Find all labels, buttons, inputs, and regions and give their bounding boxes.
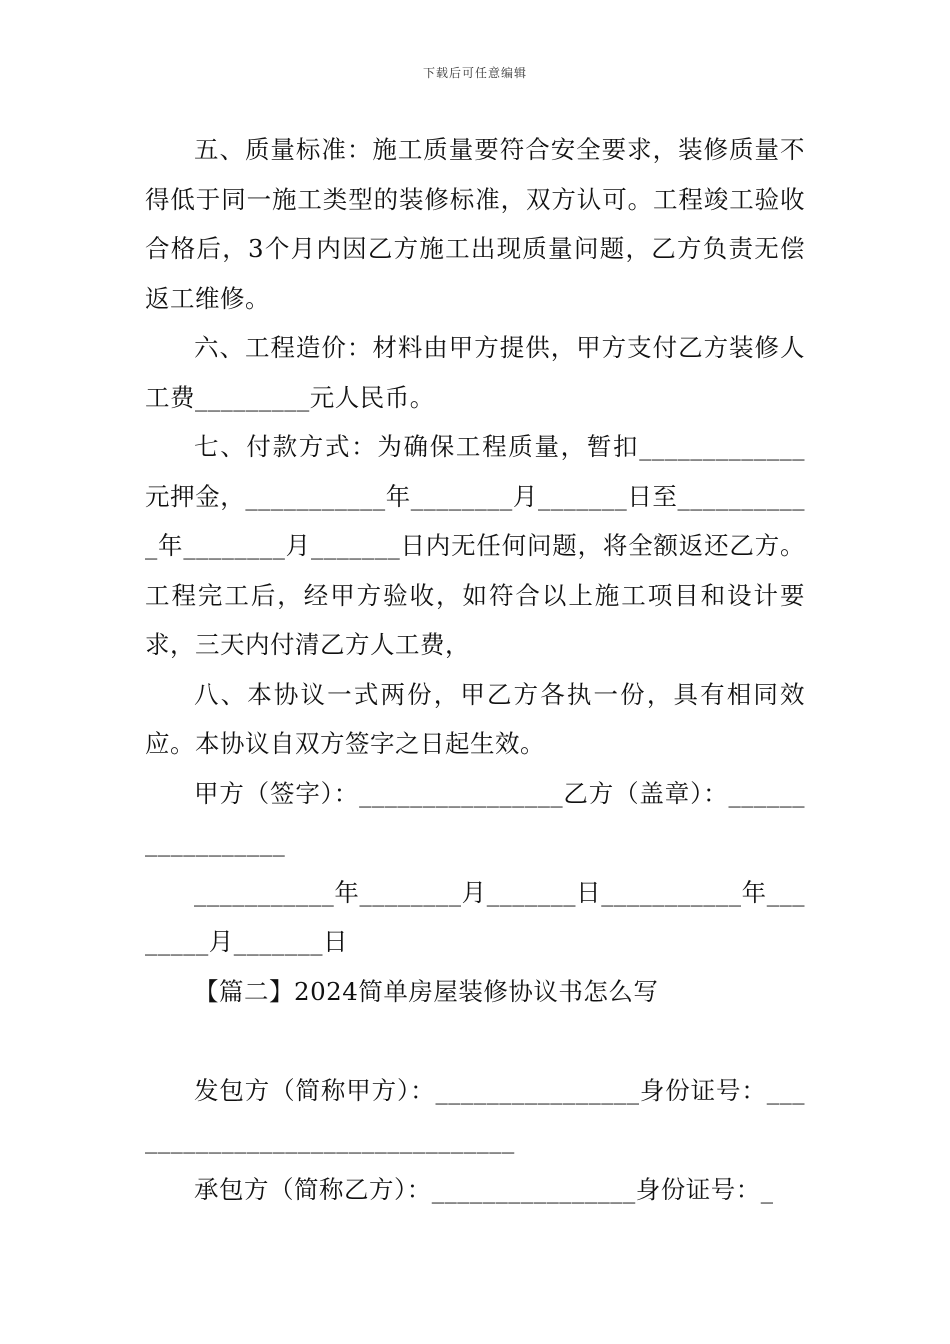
clause-quality-standard: 五、质量标准：施工质量要符合安全要求，装修质量不得低于同一施工类型的装修标准，双方认可。工程竣工验收合格后，3个月内因乙方施工出现质量问题，乙方负责无偿返工维修。 (145, 135, 805, 313)
clause-payment-method: 七、付款方式：为确保工程质量，暂扣_____________元押金，___________年________月_______日至___________年________月_______日内无任何问题，将全额返还乙方。工程完工后，经甲方验收，如符合以上施工项目和设计要求，三天内付清乙方人工费， (145, 432, 805, 659)
clause-project-price: 六、工程造价：材料由甲方提供，甲方支付乙方装修人工费_________元人民币。 (145, 333, 805, 412)
contractor-line: 承包方（简称乙方）：________________身份证号：_ (194, 1174, 774, 1204)
employer-line: 发包方（简称甲方）：________________身份证号：________________________________ (145, 1075, 805, 1154)
signature-dates: ___________年________月_______日___________年________月_______日 (145, 877, 805, 956)
signature-line: 甲方（签字）：________________乙方（盖章）：_________________ (145, 778, 805, 857)
blank-line (145, 1016, 805, 1066)
section-title: 【篇二】2024简单房屋装修协议书怎么写 (194, 976, 659, 1006)
clause-copies: 八、本协议一式两份，甲乙方各执一份，具有相同效应。本协议自双方签字之日起生效。 (145, 679, 805, 758)
document-body (145, 125, 805, 1214)
page-header: 下载后可任意编辑 (422, 66, 527, 80)
